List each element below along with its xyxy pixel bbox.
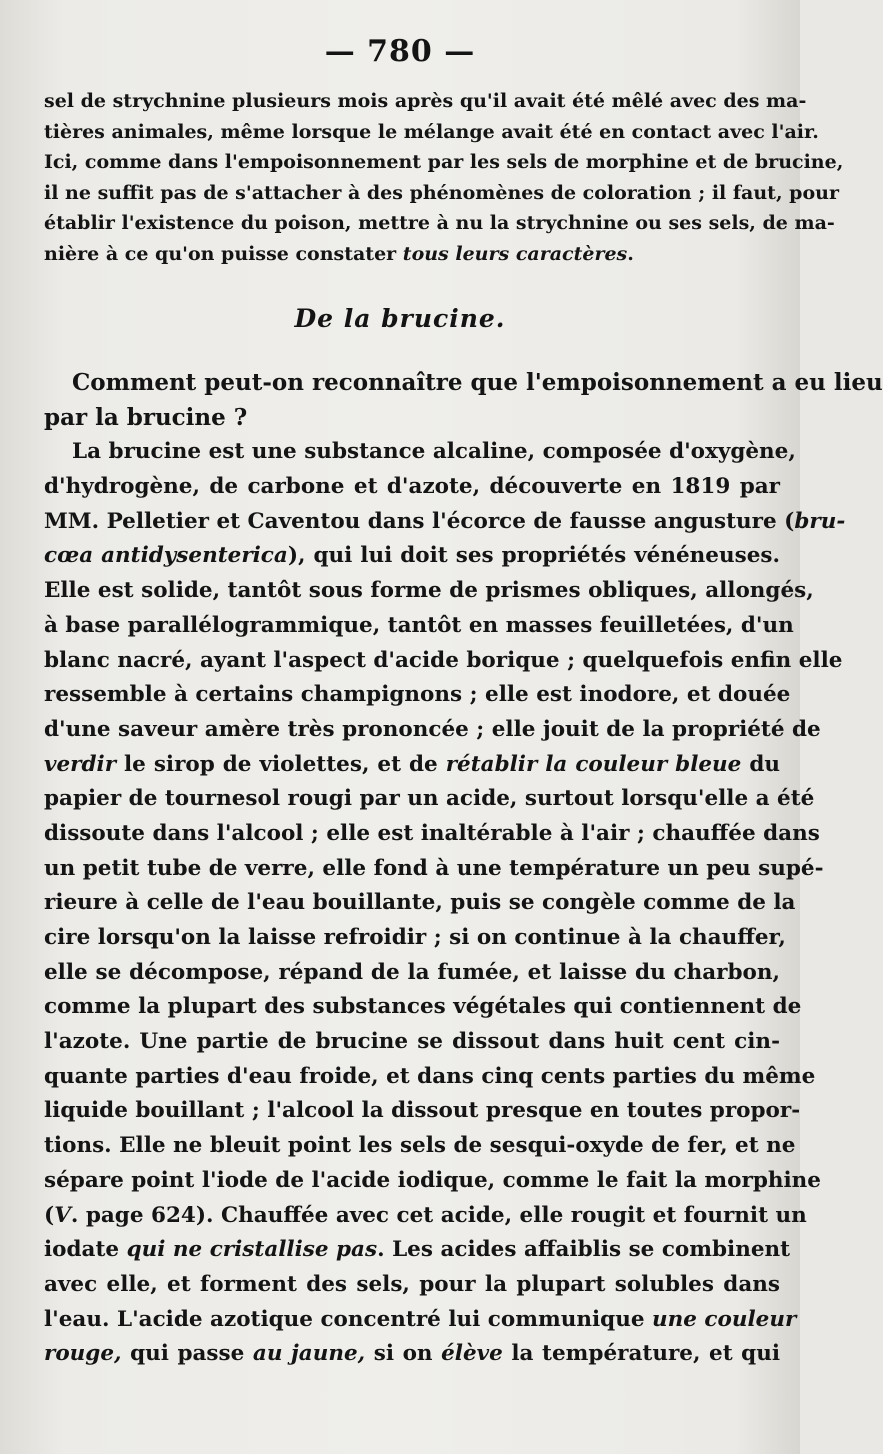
text-run: MM. Pelletier et Caventou dans l'écorce de fausse angusture (: [44, 508, 795, 534]
text-run: comme la plupart des substances végétales qui contiennent de: [44, 994, 802, 1020]
text-run: . Les acides affaiblis se combinent: [377, 1237, 791, 1263]
text-line: [44, 1233, 791, 1268]
text-run: . page 624). Chauffée avec cet acide, elle rougit et fournit un: [70, 1202, 807, 1228]
text-line: [44, 921, 786, 956]
text-line: [44, 435, 796, 470]
text-run: d'une saveur amère très prononcée ; elle jouit de la propriété de: [44, 716, 821, 742]
text-run: blanc nacré, ayant l'aspect d'acide borique ; quelquefois enfin elle: [44, 647, 843, 673]
text-run: avec elle, et forment des sels, pour la plupart solubles dans: [44, 1271, 780, 1297]
text-line: [44, 239, 780, 270]
text-run: La brucine est une substance alcaline, composée d'oxygène,: [72, 439, 796, 465]
text-line: [44, 147, 844, 178]
text-line: [44, 782, 815, 817]
text-line: [44, 86, 807, 117]
italic-text: tous leurs caractères: [402, 242, 628, 265]
text-line: [44, 1025, 780, 1060]
text-line: [44, 1060, 816, 1095]
italic-text: rétablir la couleur bleue: [445, 751, 742, 777]
text-line: [44, 644, 843, 679]
italic-text: une couleur: [651, 1306, 797, 1332]
section-heading: De la brucine.: [294, 304, 506, 333]
text-line: [44, 956, 780, 991]
text-run: .: [627, 242, 634, 265]
text-line: [44, 178, 839, 209]
italic-text: V: [54, 1202, 71, 1228]
text-run: si on: [365, 1341, 442, 1367]
text-line: [44, 817, 820, 852]
body-text: [44, 366, 883, 1372]
text-run: sel de strychnine plusieurs mois après qu'il avait été mêlé avec des ma-: [44, 90, 807, 112]
italic-text: au jaune,: [252, 1341, 366, 1367]
text-run: établir l'existence du poison, mettre à nu la strychnine ou ses sels, de ma-: [44, 212, 835, 235]
text-run: le sirop de violettes, et de: [116, 751, 446, 777]
text-line: [44, 539, 780, 574]
italic-text: cœa antidysenterica: [44, 543, 288, 569]
text-run: rieure à celle de l'eau bouillante, puis se congèle comme de la: [44, 890, 796, 916]
text-run: du: [741, 751, 780, 777]
text-line: [44, 990, 802, 1025]
text-run: sépare point l'iode de l'acide iodique, comme le fait la morphine: [44, 1167, 821, 1193]
text-run: iodate: [44, 1237, 127, 1263]
text-line: [44, 886, 796, 921]
text-run: par la brucine ?: [44, 403, 248, 431]
text-line: [44, 852, 824, 887]
text-line: [44, 574, 814, 609]
text-run: ressemble à certains champignons ; elle est inodore, et douée: [44, 682, 791, 708]
text-line: [44, 1129, 796, 1164]
text-run: dissoute dans l'alcool ; elle est inaltérable à l'air ; chauffée dans: [44, 820, 820, 846]
text-run: à base parallélogrammique, tantôt en masses feuilletées, d'un: [44, 612, 794, 638]
text-run: l'eau. L'acide azotique concentré lui communique: [44, 1306, 652, 1332]
text-line: [44, 678, 791, 713]
text-line: [44, 748, 780, 783]
text-run: ), qui lui doit ses propriétés vénéneuses.: [287, 543, 780, 569]
text-line: [44, 117, 819, 148]
text-run: l'azote. Une partie de brucine se dissout dans huit cent cin-: [44, 1029, 780, 1055]
text-line: [44, 366, 883, 401]
text-run: (: [44, 1202, 55, 1228]
text-line: [44, 208, 835, 239]
text-run: quante parties d'eau froide, et dans cinq cents parties du même: [44, 1063, 816, 1089]
text-run: Elle est solide, tantôt sous forme de prismes obliques, allongés,: [44, 578, 814, 604]
text-line: [44, 505, 846, 540]
text-line: [44, 470, 780, 505]
text-run: Comment peut-on reconnaître que l'empoisonnement a eu lieu: [72, 369, 883, 396]
text-line: [44, 1303, 797, 1338]
text-line: [44, 1268, 780, 1303]
text-run: tions. Elle ne bleuit point les sels de sesqui-oxyde de fer, et ne: [44, 1133, 796, 1159]
text-run: Ici, comme dans l'empoisonnement par les sels de morphine et de brucine,: [44, 151, 844, 174]
text-line: [44, 401, 780, 436]
intro-paragraph: [44, 86, 844, 270]
text-line: [44, 1199, 807, 1234]
text-line: [44, 609, 794, 644]
text-run: liquide bouillant ; l'alcool la dissout presque en toutes propor-: [44, 1098, 801, 1124]
text-line: [44, 1094, 801, 1129]
text-run: tières animales, même lorsque le mélange avait été en contact avec l'air.: [44, 120, 819, 143]
italic-text: bru-: [794, 508, 846, 534]
italic-text: élève: [441, 1341, 503, 1367]
text-run: qui passe: [121, 1341, 253, 1367]
text-run: il ne suffit pas de s'attacher à des phénomènes de coloration ; il faut, pour: [44, 181, 839, 204]
page-number: — 780 —: [324, 34, 476, 69]
text-line: [44, 1164, 821, 1199]
italic-text: verdir: [44, 751, 117, 777]
italic-text: qui ne cristallise pas: [126, 1237, 378, 1263]
italic-text: rouge,: [44, 1341, 122, 1367]
text-run: nière à ce qu'on puisse constater: [44, 242, 403, 265]
text-run: cire lorsqu'on la laisse refroidir ; si on continue à la chauffer,: [44, 925, 786, 950]
text-run: papier de tournesol rougi par un acide, surtout lorsqu'elle a été: [44, 786, 815, 812]
text-run: un petit tube de verre, elle fond à une température un peu supé-: [44, 855, 824, 881]
text-line: [44, 713, 821, 748]
text-run: la température, et qui: [502, 1341, 781, 1367]
text-run: elle se décompose, répand de la fumée, et laisse du charbon,: [44, 959, 780, 985]
text-run: d'hydrogène, de carbone et d'azote, découverte en 1819 par: [44, 474, 780, 500]
text-line: [44, 1337, 780, 1372]
